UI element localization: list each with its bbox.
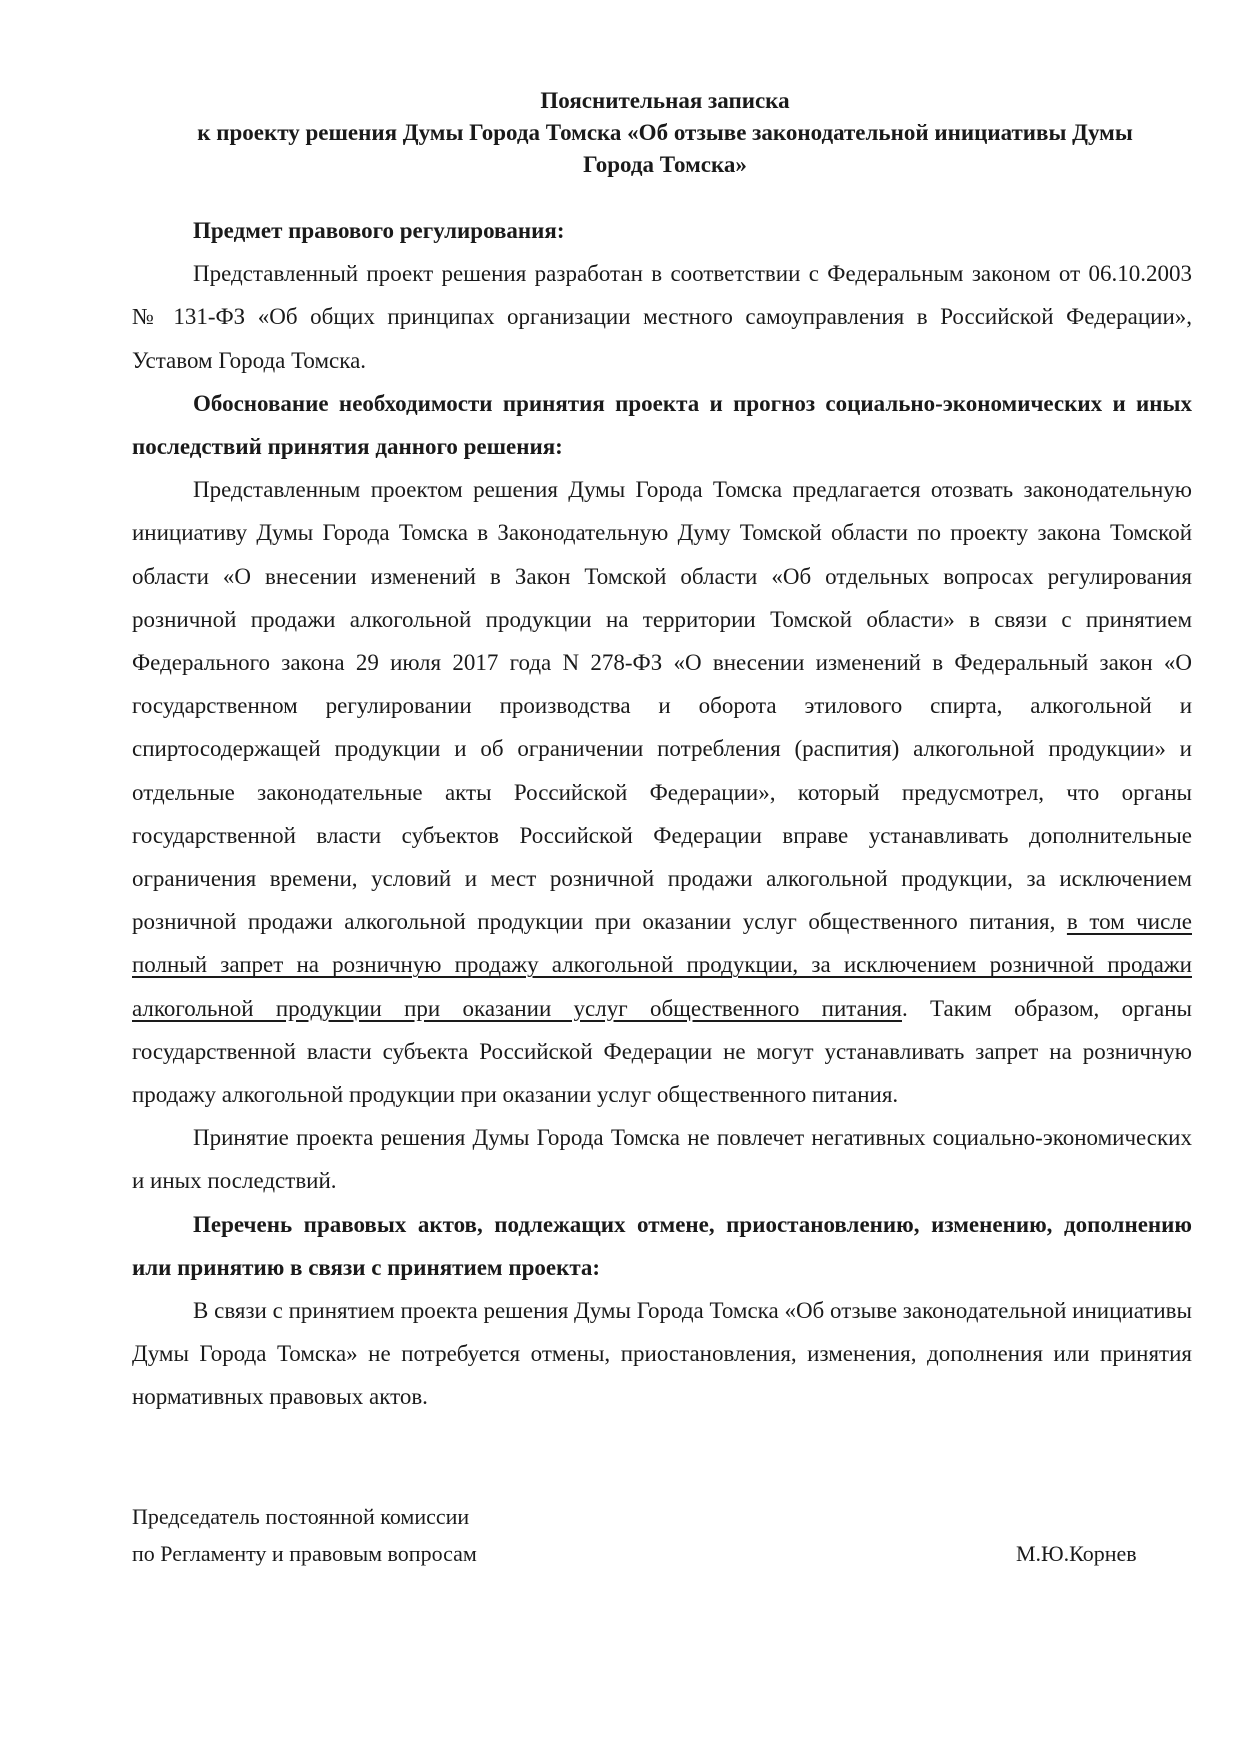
document-title-line-2: к проекту решения Думы Города Томска «Об отзыве законодательной инициативы Думы	[197, 120, 1133, 145]
section-text-legal-acts: В связи с принятием проекта решения Думы Города Томска «Об отзыве законодательной инициативы Думы Города Томска» не потребуется отмены, приостановления, изменения, дополнения или принятия нормативных правовых актов.	[132, 1298, 1192, 1410]
section-heading-subject: Предмет правового регулирования:	[193, 218, 565, 243]
justification-text-part-1: Представленным проектом решения Думы Города Томска предлагается отозвать законодательную инициативу Думы Города Томска в Законодательную Думу Томской области по проекту закона Томской области «О внесении изменений в Закон Томской области «Об отдельных вопросах регулирования розничной продажи алкогольной продукции на территории Томской области» в связи с принятием Федерального закона 29 июля 2017 года N 278-ФЗ «О внесении изменений в Федеральный закон «О государственном регулировании производства и оборота этилового спирта, алкогольной и спиртосодержащей продукции и об ограничении потребления (распития) алкогольной продукции» и отдельные законодательные акты Российской Федерации», который предусмотрел, что органы государственной власти субъектов Российской Федерации вправе устанавливать дополнительные ограничения времени, условий и мест розничной продажи алкогольной продукции, за исключением розничной продажи алкогольной продукции при оказании услуг общественного питания,	[132, 477, 1192, 935]
section-text-consequences: Принятие проекта решения Думы Города Томска не повлечет негативных социально-экономических и иных последствий.	[132, 1125, 1192, 1194]
document-title-line-3: Города Томска»	[583, 152, 747, 177]
signature-position-line-2: по Регламенту и правовым вопросам	[132, 1541, 477, 1566]
section-text-subject: Представленный проект решения разработан в соответствии с Федеральным законом от 06.10.2003 № 131-ФЗ «Об общих принципах организации местного самоуправления в Российской Федерации», Уставом Города Томска.	[132, 261, 1192, 373]
document-body	[132, 209, 1192, 1419]
signature-name: М.Ю.Корнев	[1016, 1541, 1137, 1566]
signature-position	[132, 1498, 477, 1572]
justification-underlined-text: в том числе полный запрет на розничную продажу алкогольной продукции, за исключением розничной продажи алкогольной продукции при оказании услуг общественного питания	[132, 909, 1192, 1021]
section-text-justification	[132, 468, 1192, 1116]
document-title-line-1: Пояснительная записка	[540, 88, 790, 113]
justification-text-part-2: . Таким образом, органы государственной власти субъекта Российской Федерации не могут устанавливать запрет на розничную продажу алкогольной продукции при оказании услуг общественного питания.	[132, 995, 1193, 1108]
section-heading-legal-acts: Перечень правовых актов, подлежащих отмене, приостановлению, изменению, дополнению или принятию в связи с принятием проекта:	[132, 1211, 1192, 1280]
section-heading-justification: Обоснование необходимости принятия проекта и прогноз социально-экономических и иных последствий принятия данного решения:	[132, 390, 1192, 460]
signature-position-line-1: Председатель постоянной комиссии	[132, 1504, 470, 1529]
